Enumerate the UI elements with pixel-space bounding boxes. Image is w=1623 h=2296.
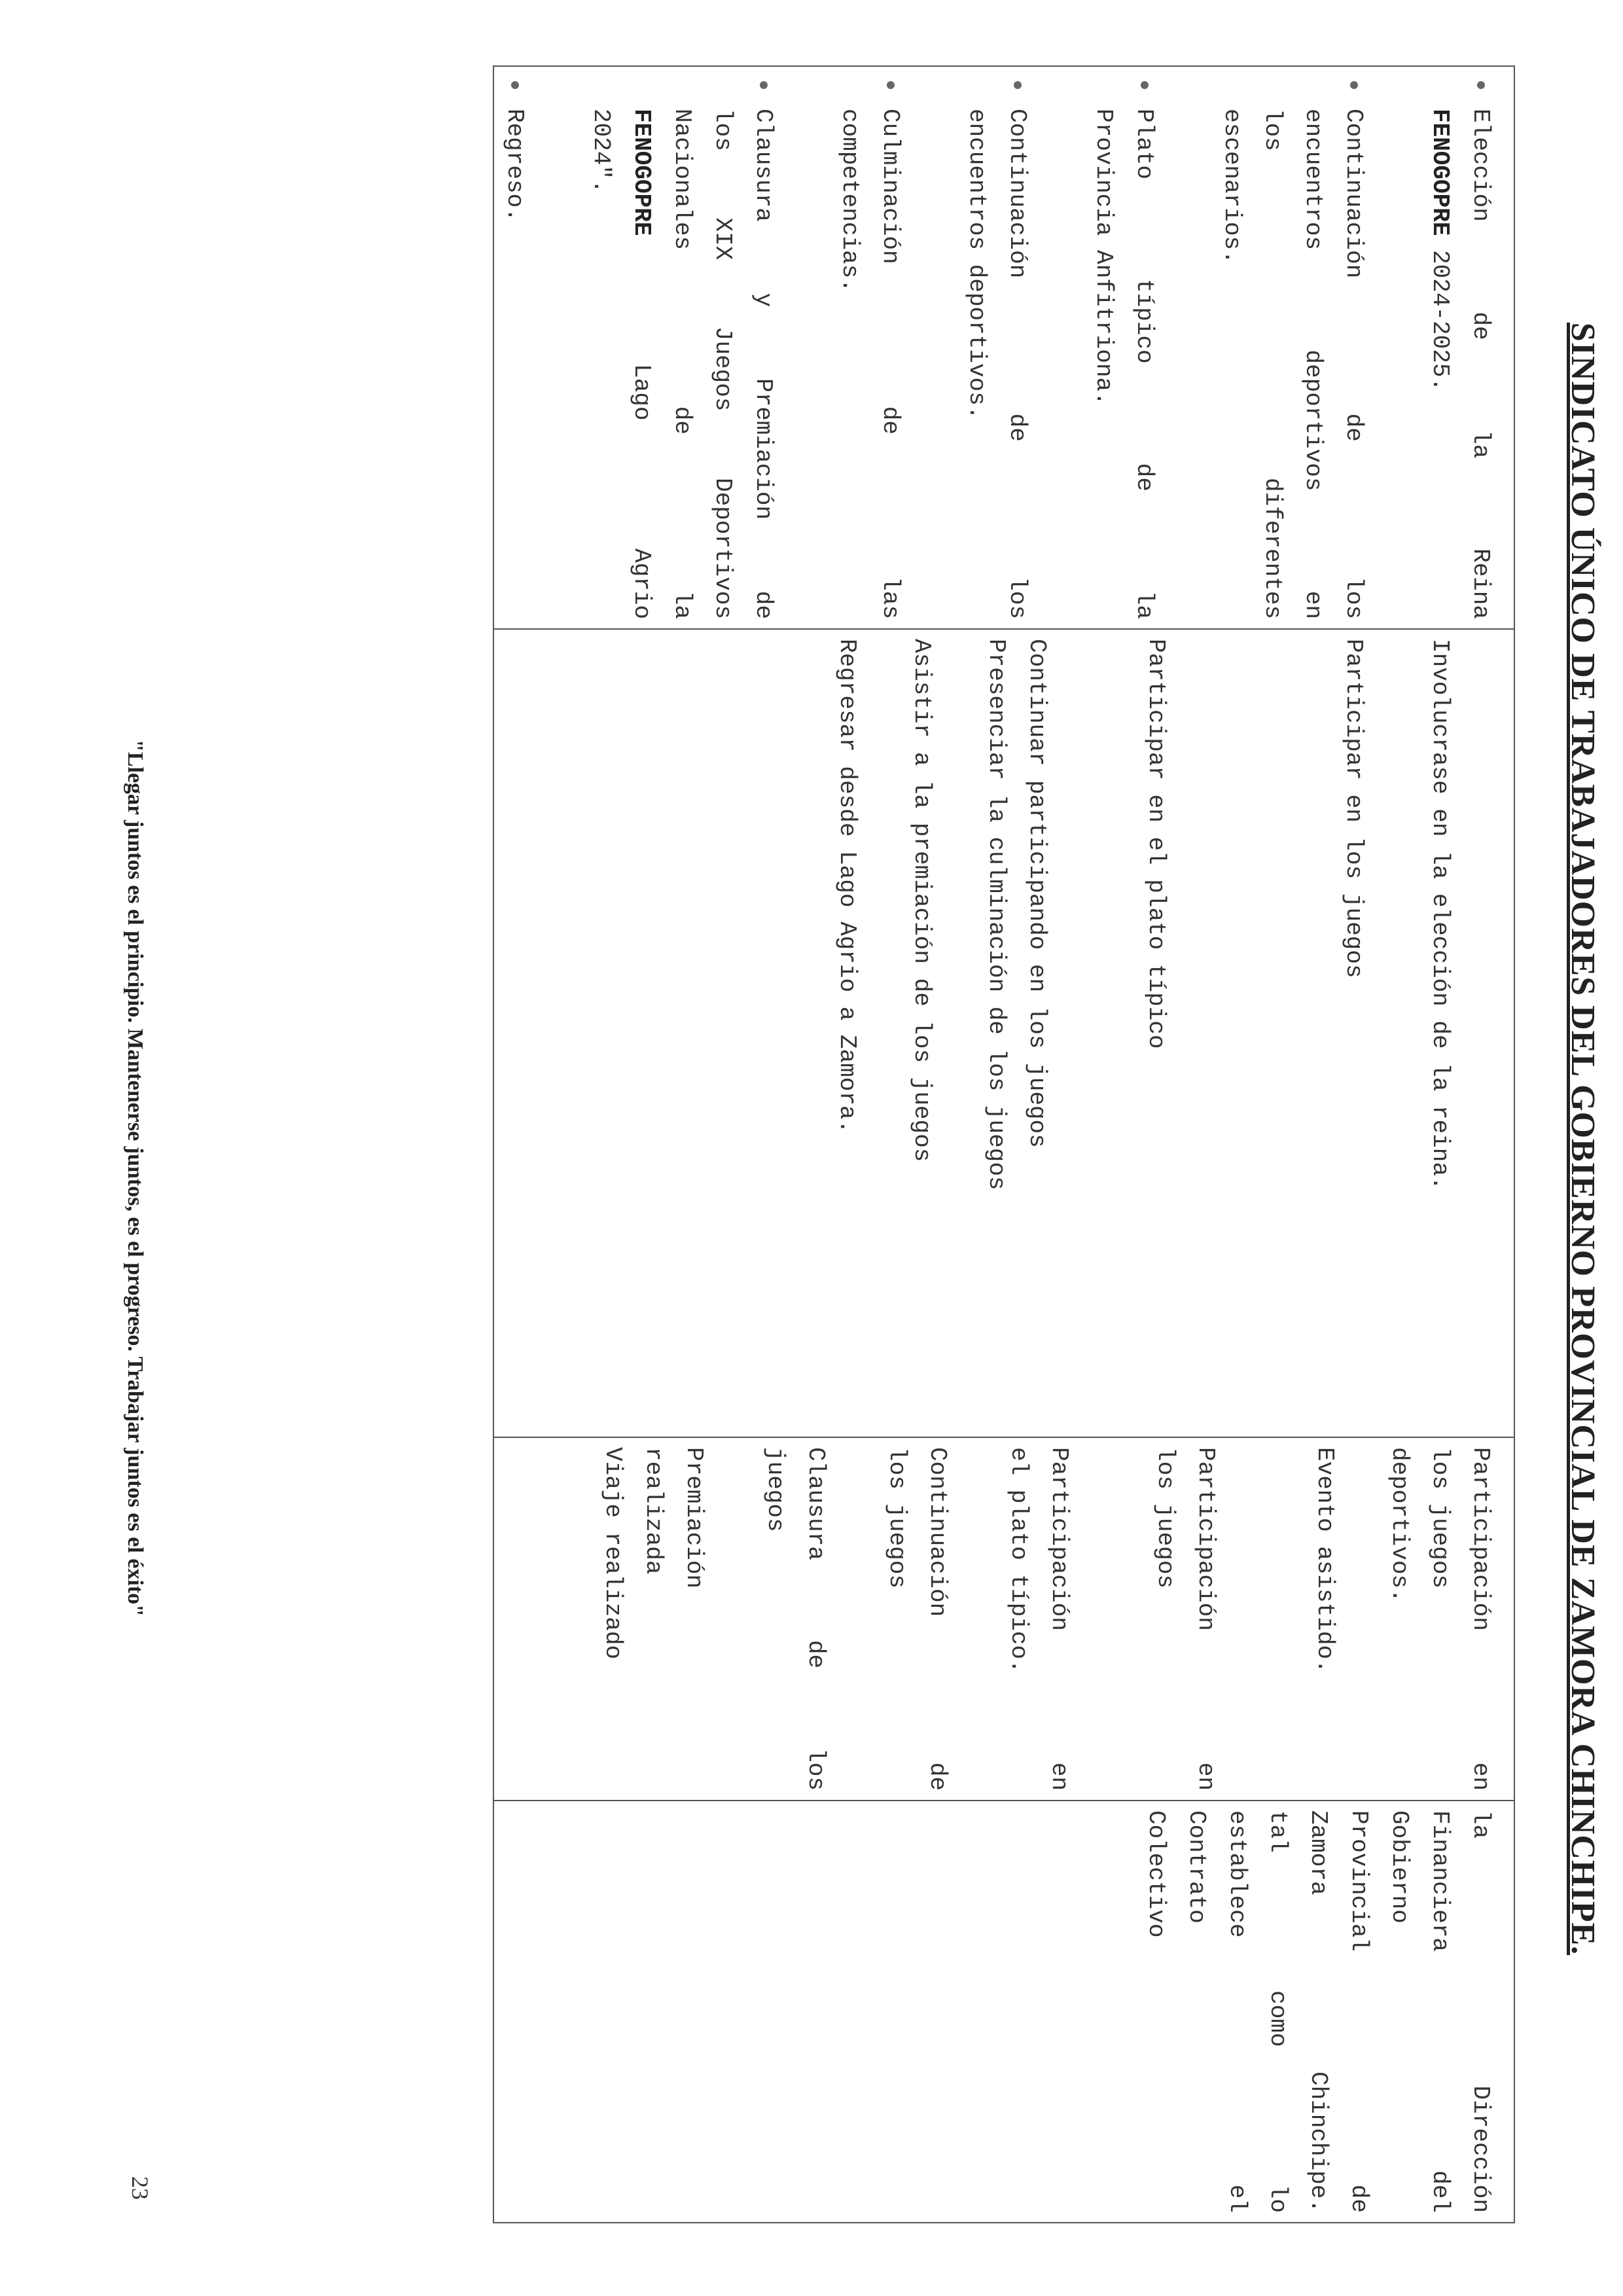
activity-bold-text: FENOGOPRE [1427,109,1454,236]
activity-text: Provincia Anfitriona. [1090,109,1117,406]
table-row [493,66,1514,2223]
list-item [1211,71,1374,619]
responsible-text: tal como lo [1264,1810,1291,2213]
activities-column [493,66,1514,629]
result-text: los juegos [1152,1447,1179,1589]
responsible-column [493,1801,1514,2223]
activity-text: 2024-2025. [1427,236,1454,392]
activity-text: Plato típico de la [1131,109,1158,619]
responsible-text: Zamora Chinchipe. [1305,1810,1332,2213]
bullet-icon [760,81,768,89]
activity-text: los diferentes [1259,109,1286,619]
responsible-text: establece el [1224,1810,1251,2213]
bullet-icon [1477,81,1485,89]
activity-bold-text: FENOGOPRE [628,109,655,236]
results-column [493,1437,1514,1801]
result-text: Participación en [1192,1447,1219,1791]
activity-table [493,65,1515,2223]
description-text: Participar en los juegos [1340,639,1367,978]
activity-text: Clausura y Premiación de [750,109,777,619]
responsible-text: Provincial de [1346,1810,1372,2213]
activity-text: Regreso. [501,109,528,222]
description-text: Continuar participando en los juegos [1024,639,1050,1148]
page-number: 23 [127,2176,153,2200]
result-text: el plato típico. [1005,1447,1032,1674]
result-text: Premiación [681,1447,707,1589]
bullet-icon [1141,81,1149,89]
description-text: Regresar desde Lago Agrio a Zamora. [834,639,861,1134]
responsible-text: Financiera del [1427,1810,1454,2213]
result-text: Participación en [1046,1447,1073,1791]
list-item [1083,71,1164,619]
result-text: Viaje realizado [599,1447,626,1660]
list-item [494,71,535,619]
activity-text: los XIX Juegos Deportivos [709,109,736,619]
description-text: Presenciar la culminación de los juegos [983,639,1010,1191]
result-text: los juegos [883,1447,910,1589]
activity-text: competencias. [836,109,863,293]
list-item [1419,71,1501,619]
responsible-text: Gobierno [1386,1810,1413,1924]
result-text: juegos [762,1447,789,1532]
activity-text: Continuación de los [1340,109,1367,619]
activity-text: Culminación de las [877,109,904,619]
result-text: Continuación de [924,1447,951,1791]
responsible-text: Colectivo [1143,1810,1169,1938]
activity-text: escenarios. [1219,109,1245,264]
footer-quote: "Llegar juntos es el principio. Mantenerse juntos, es el progreso. Trabajar juntos es el éxito" [123,739,147,1617]
result-text: Participación en [1467,1447,1494,1791]
activity-text: Elección de la Reina [1467,109,1494,619]
description-text: Participar en el plato típico [1143,639,1169,1049]
result-text: deportivos. [1386,1447,1413,1603]
responsible-text: la Dirección [1467,1810,1494,2213]
list-item [580,71,783,619]
result-text: realizada [640,1447,667,1575]
activity-text: Lago Agrio [628,236,655,619]
activity-text: 2024". [588,109,615,194]
list-item [956,71,1037,619]
page-title: SINDICATO ÚNICO DE TRABAJADORES DEL GOBIERNO PROVINCIAL DE ZAMORA CHINCHIPE. [1564,322,1601,1956]
description-text: Asistir a la premiación de los juegos [908,639,935,1162]
activity-text: Continuación de los [1004,109,1031,619]
result-text: Evento asistido. [1311,1447,1338,1674]
description-column [493,629,1514,1437]
bullet-icon [511,81,519,89]
activity-text: encuentros deportivos. [963,109,990,420]
result-text: Clausura de los [802,1447,829,1791]
result-text: los juegos [1427,1447,1454,1589]
responsible-text: Contrato [1183,1810,1210,1924]
activity-text: encuentros deportivos en [1300,109,1327,619]
description-text: Involucrase en la elección de la reina. [1427,639,1454,1191]
list-item [829,71,910,619]
bullet-icon [887,81,895,89]
bullet-icon [1014,81,1022,89]
bullet-icon [1350,81,1358,89]
activity-text: Nacionales de la [669,109,696,619]
